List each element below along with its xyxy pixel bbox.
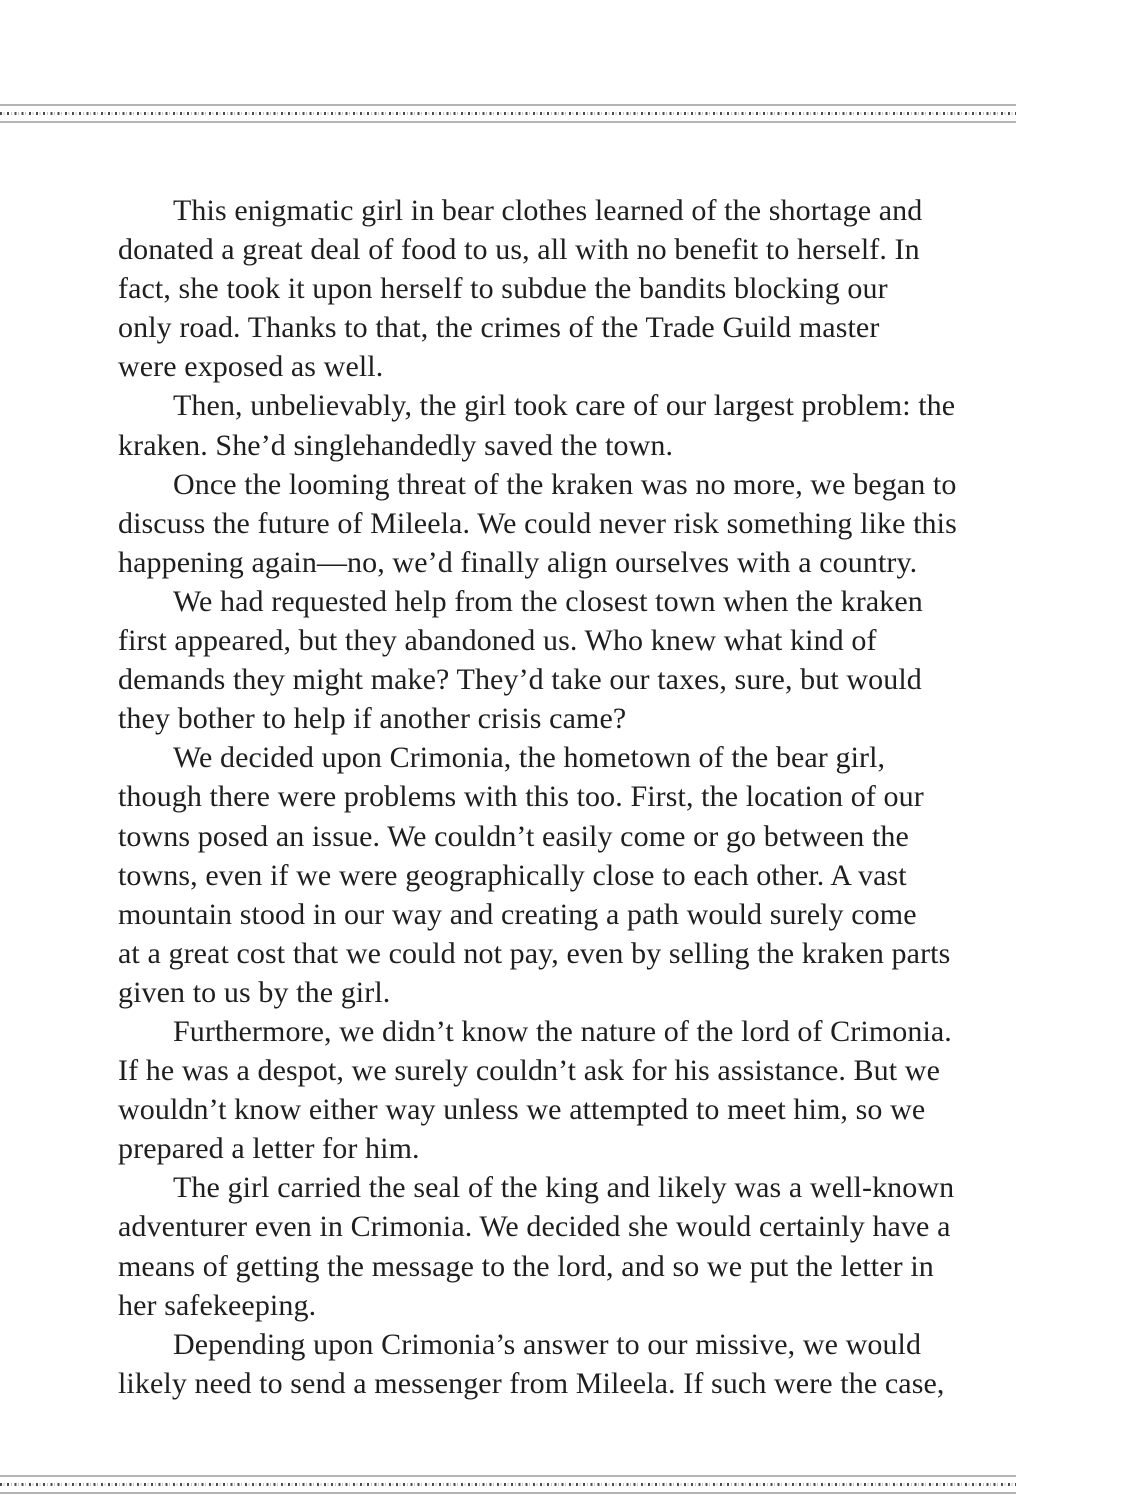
text-line: mountain stood in our way and creating a path would surely come [118,897,917,931]
bottom-ornamental-rule [0,1475,1016,1494]
paragraph [118,1325,1006,1403]
text-line: We decided upon Crimonia, the hometown of the bear girl, [173,741,886,775]
text-line: wouldn’t know either way unless we attempted to meet him, so we [118,1093,926,1127]
paragraph [118,465,1006,582]
text-line: If he was a despot, we surely couldn’t ask for his assistance. But we [118,1054,940,1088]
text-line: adventurer even in Crimonia. We decided she would certainly have a [118,1210,951,1244]
paragraph [118,1168,1006,1324]
text-line: prepared a letter for him. [118,1132,420,1166]
text-line: donated a great deal of food to us, all with no benefit to herself. In [118,233,920,267]
text-line: Furthermore, we didn’t know the nature of the lord of Crimonia. [173,1014,952,1048]
top-rule-dots [0,112,1016,115]
text-line: towns posed an issue. We couldn’t easily come or go between the [118,819,909,853]
text-line: were exposed as well. [118,350,384,384]
text-line: demands they might make? They’d take our taxes, sure, but would [118,663,922,697]
text-line: they bother to help if another crisis came? [118,702,627,736]
text-line: towns, even if we were geographically close to each other. A vast [118,858,907,892]
text-line: at a great cost that we could not pay, even by selling the kraken parts [118,936,951,970]
text-line: first appeared, but they abandoned us. Who knew what kind of [118,624,877,658]
text-line: We had requested help from the closest town when the kraken [173,584,923,618]
paragraph [118,191,1006,386]
page-text [118,191,1006,1403]
text-line: happening again—no, we’d finally align ourselves with a country. [118,545,918,579]
text-line: Then, unbelievably, the girl took care of our largest problem: the [173,389,956,423]
bottom-rule-dots [0,1483,1016,1486]
paragraph [118,738,1006,1012]
text-line: Once the looming threat of the kraken was no more, we began to [173,467,957,501]
text-line: Depending upon Crimonia’s answer to our missive, we would [173,1327,922,1361]
text-line: her safekeeping. [118,1288,317,1322]
top-ornamental-rule [0,104,1016,123]
text-line: given to us by the girl. [118,975,391,1009]
text-line: This enigmatic girl in bear clothes learned of the shortage and [173,194,923,227]
text-line: fact, she took it upon herself to subdue the bandits blocking our [118,272,888,306]
text-line: means of getting the message to the lord, and so we put the letter in [118,1249,934,1283]
text-line: kraken. She’d singlehandedly saved the town. [118,428,674,462]
text-line: likely need to send a messenger from Mileela. If such were the case, [118,1366,945,1400]
text-line: though there were problems with this too. First, the location of our [118,780,924,814]
paragraph [118,386,1006,464]
text-line: The girl carried the seal of the king and likely was a well-known [173,1171,955,1205]
text-line: only road. Thanks to that, the crimes of the Trade Guild master [118,311,880,345]
paragraph [118,1012,1006,1168]
text-line: discuss the future of Mileela. We could never risk something like this [118,506,957,540]
paragraph [118,582,1006,738]
